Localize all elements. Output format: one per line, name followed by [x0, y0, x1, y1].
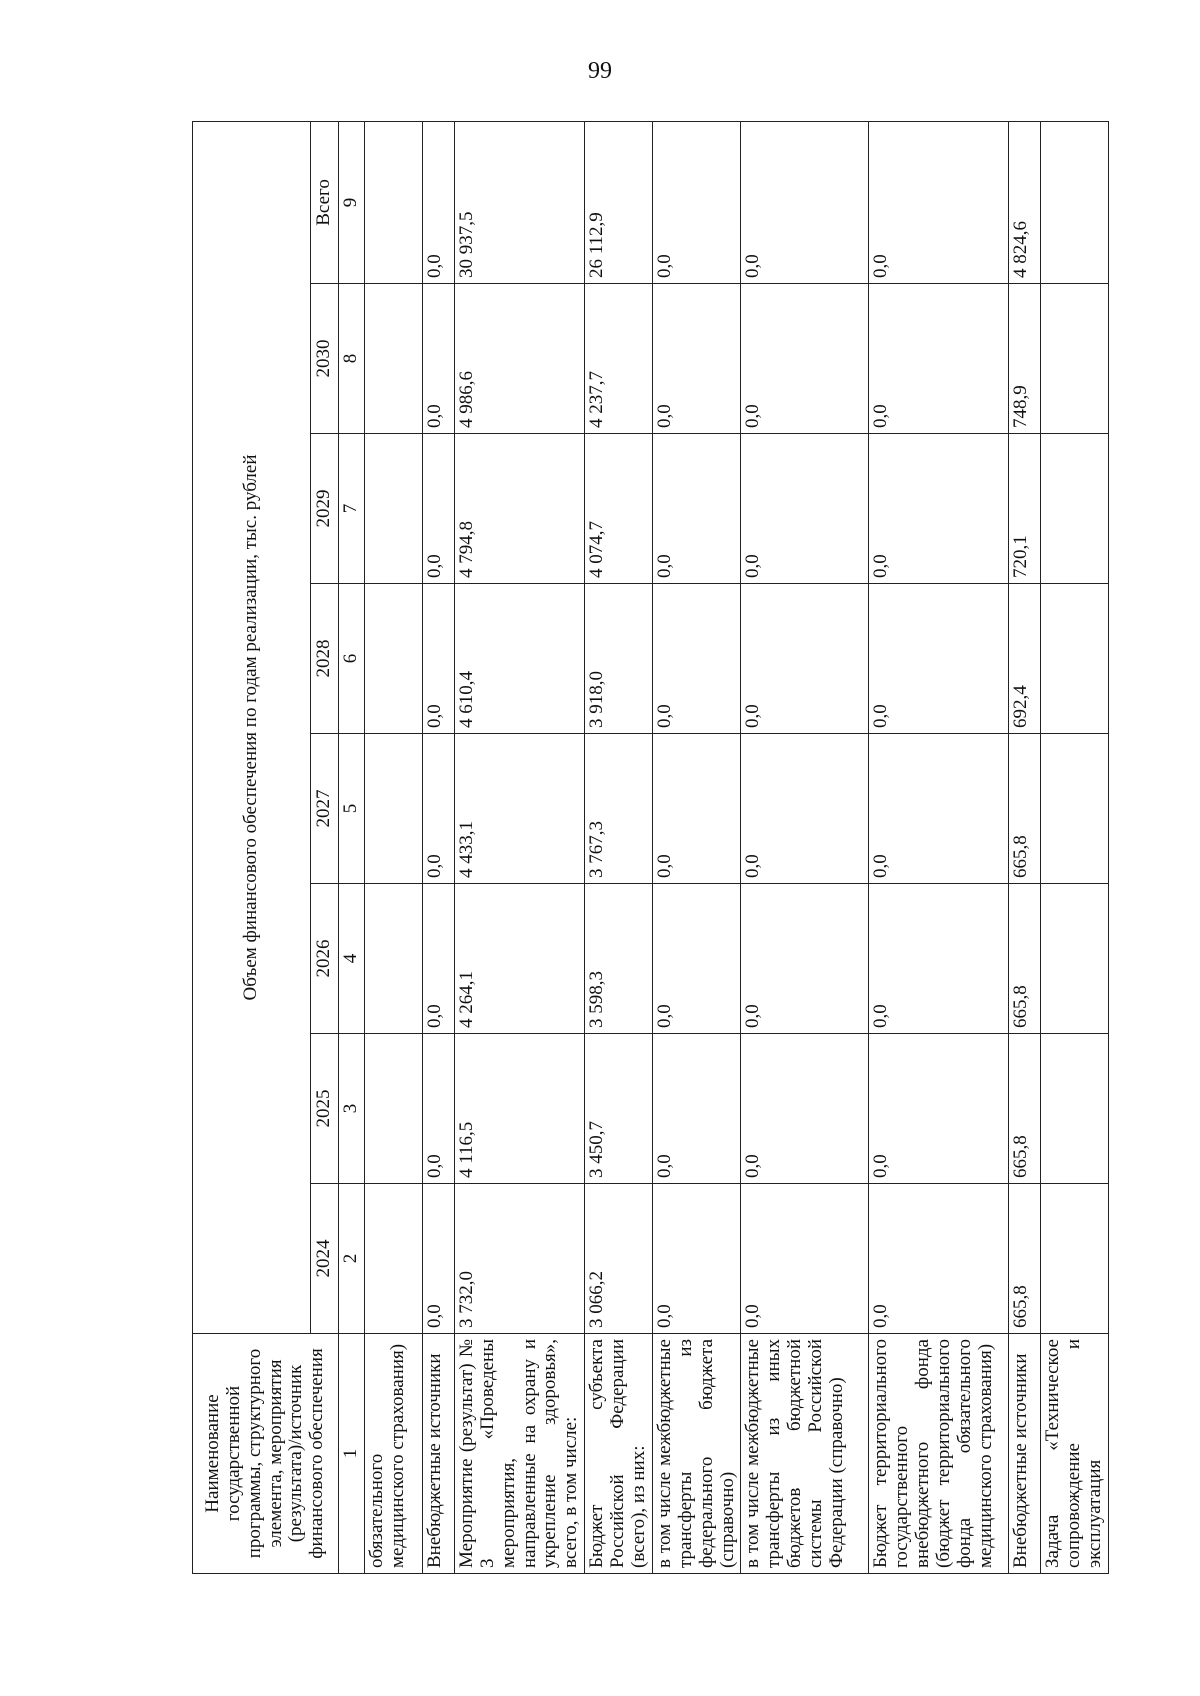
header-row-numbers [339, 121, 365, 1573]
value-cell: 3 598,3 [585, 884, 653, 1034]
year-2025: 2025 [311, 1034, 339, 1184]
value-cell: 3 767,3 [585, 734, 653, 884]
value-cell: 4 986,6 [454, 284, 584, 434]
value-cell: 0,0 [741, 734, 869, 884]
year-2026: 2026 [311, 884, 339, 1034]
header-name: Наименование государственной программы, структурного элемента, мероприятия (результата)/источник финансового обеспечения [193, 1334, 339, 1574]
row-name-cell: Мероприятие (результат) № 3 «Проведены мероприятия, направленные на охрану и укрепление здоровья», всего, в том числе: [454, 1334, 584, 1574]
table-row [869, 121, 1009, 1573]
column-number: 6 [339, 584, 365, 734]
year-total: Всего [311, 121, 339, 283]
row-name-cell: в том числе межбюджетные трансферты из федерального бюджета (справочно) [652, 1334, 741, 1574]
value-cell: 0,0 [422, 734, 454, 884]
value-cell: 30 937,5 [454, 121, 584, 283]
value-cell [364, 884, 422, 1034]
value-cell [1041, 284, 1109, 434]
value-cell: 0,0 [869, 884, 1009, 1034]
value-cell: 0,0 [422, 1184, 454, 1334]
value-cell: 0,0 [652, 434, 741, 584]
table-body [364, 121, 1108, 1573]
value-cell [1041, 584, 1109, 734]
year-2028: 2028 [311, 584, 339, 734]
value-cell: 4 824,6 [1009, 121, 1041, 283]
value-cell: 3 918,0 [585, 584, 653, 734]
table-row [741, 121, 869, 1573]
value-cell: 4 264,1 [454, 884, 584, 1034]
year-2024: 2024 [311, 1184, 339, 1334]
value-cell [364, 284, 422, 434]
value-cell: 665,8 [1009, 884, 1041, 1034]
page-number: 99 [588, 58, 612, 84]
value-cell: 0,0 [869, 1184, 1009, 1334]
column-number: 9 [339, 121, 365, 283]
value-cell: 0,0 [652, 584, 741, 734]
value-cell: 692,4 [1009, 584, 1041, 734]
value-cell: 0,0 [422, 884, 454, 1034]
value-cell: 0,0 [422, 284, 454, 434]
value-cell: 0,0 [652, 884, 741, 1034]
value-cell: 26 112,9 [585, 121, 653, 283]
value-cell: 0,0 [869, 734, 1009, 884]
table-row [585, 121, 653, 1573]
value-cell: 4 116,5 [454, 1034, 584, 1184]
value-cell [1041, 1034, 1109, 1184]
value-cell: 0,0 [652, 1184, 741, 1334]
row-name-cell: Бюджет территориального государственного внебюджетного фонда (бюджет территориального фонда обязательного медицинского страхования) [869, 1334, 1009, 1574]
value-cell: 720,1 [1009, 434, 1041, 584]
table-rotated-wrapper [192, 122, 1106, 1574]
value-cell [364, 1034, 422, 1184]
value-cell [364, 584, 422, 734]
value-cell: 0,0 [741, 121, 869, 283]
value-cell: 0,0 [422, 1034, 454, 1184]
table-row [652, 121, 741, 1573]
table-row [422, 121, 454, 1573]
value-cell: 0,0 [869, 284, 1009, 434]
value-cell [364, 434, 422, 584]
value-cell: 0,0 [652, 284, 741, 434]
year-2029: 2029 [311, 434, 339, 584]
table-row [1009, 121, 1041, 1573]
value-cell: 3 450,7 [585, 1034, 653, 1184]
value-cell: 0,0 [741, 284, 869, 434]
value-cell: 4 610,4 [454, 584, 584, 734]
value-cell [364, 1184, 422, 1334]
value-cell: 665,8 [1009, 734, 1041, 884]
column-number: 4 [339, 884, 365, 1034]
value-cell: 748,9 [1009, 284, 1041, 434]
value-cell [364, 734, 422, 884]
value-cell: 4 074,7 [585, 434, 653, 584]
column-number: 2 [339, 1184, 365, 1334]
value-cell [1041, 434, 1109, 584]
value-cell: 0,0 [869, 1034, 1009, 1184]
value-cell: 0,0 [652, 121, 741, 283]
value-cell: 0,0 [741, 434, 869, 584]
value-cell [1041, 734, 1109, 884]
column-number: 8 [339, 284, 365, 434]
value-cell: 4 794,8 [454, 434, 584, 584]
table-row [1041, 121, 1109, 1573]
value-cell: 0,0 [422, 434, 454, 584]
column-number: 3 [339, 1034, 365, 1184]
value-cell: 3 732,0 [454, 1184, 584, 1334]
value-cell: 0,0 [652, 734, 741, 884]
row-name-cell: Бюджет субъекта Российской Федерации (всего), из них: [585, 1334, 653, 1574]
row-name-cell: Внебюджетные источники [422, 1334, 454, 1574]
column-number: 7 [339, 434, 365, 584]
value-cell: 665,8 [1009, 1184, 1041, 1334]
value-cell: 0,0 [422, 584, 454, 734]
column-number: 5 [339, 734, 365, 884]
value-cell: 665,8 [1009, 1034, 1041, 1184]
value-cell: 4 433,1 [454, 734, 584, 884]
value-cell: 0,0 [869, 121, 1009, 283]
header-volume: Объем финансового обеспечения по годам реализации, тыс. рублей [193, 121, 311, 1333]
value-cell: 0,0 [741, 1184, 869, 1334]
value-cell: 0,0 [741, 1034, 869, 1184]
row-name-cell: Задача «Техническое сопровождение и эксплуатация [1041, 1334, 1109, 1574]
value-cell: 0,0 [869, 434, 1009, 584]
value-cell: 0,0 [741, 884, 869, 1034]
table-container [192, 122, 1106, 1574]
row-name-cell: Внебюджетные источники [1009, 1334, 1041, 1574]
table-row [454, 121, 584, 1573]
value-cell: 0,0 [652, 1034, 741, 1184]
value-cell: 0,0 [741, 584, 869, 734]
row-name-cell: обязательного медицинского страхования) [364, 1334, 422, 1574]
value-cell [1041, 1184, 1109, 1334]
table-row [364, 121, 422, 1573]
value-cell: 0,0 [422, 121, 454, 283]
value-cell: 4 237,7 [585, 284, 653, 434]
header-row-1 [193, 121, 311, 1573]
value-cell: 3 066,2 [585, 1184, 653, 1334]
value-cell [364, 121, 422, 283]
value-cell: 0,0 [869, 584, 1009, 734]
year-2030: 2030 [311, 284, 339, 434]
row-name-cell: в том числе межбюджетные трансферты из иных бюджетов бюджетной системы Российской Федерации (справочно) [741, 1334, 869, 1574]
year-2027: 2027 [311, 734, 339, 884]
value-cell [1041, 121, 1109, 283]
value-cell [1041, 884, 1109, 1034]
column-number: 1 [339, 1334, 365, 1574]
financing-table [192, 121, 1109, 1574]
